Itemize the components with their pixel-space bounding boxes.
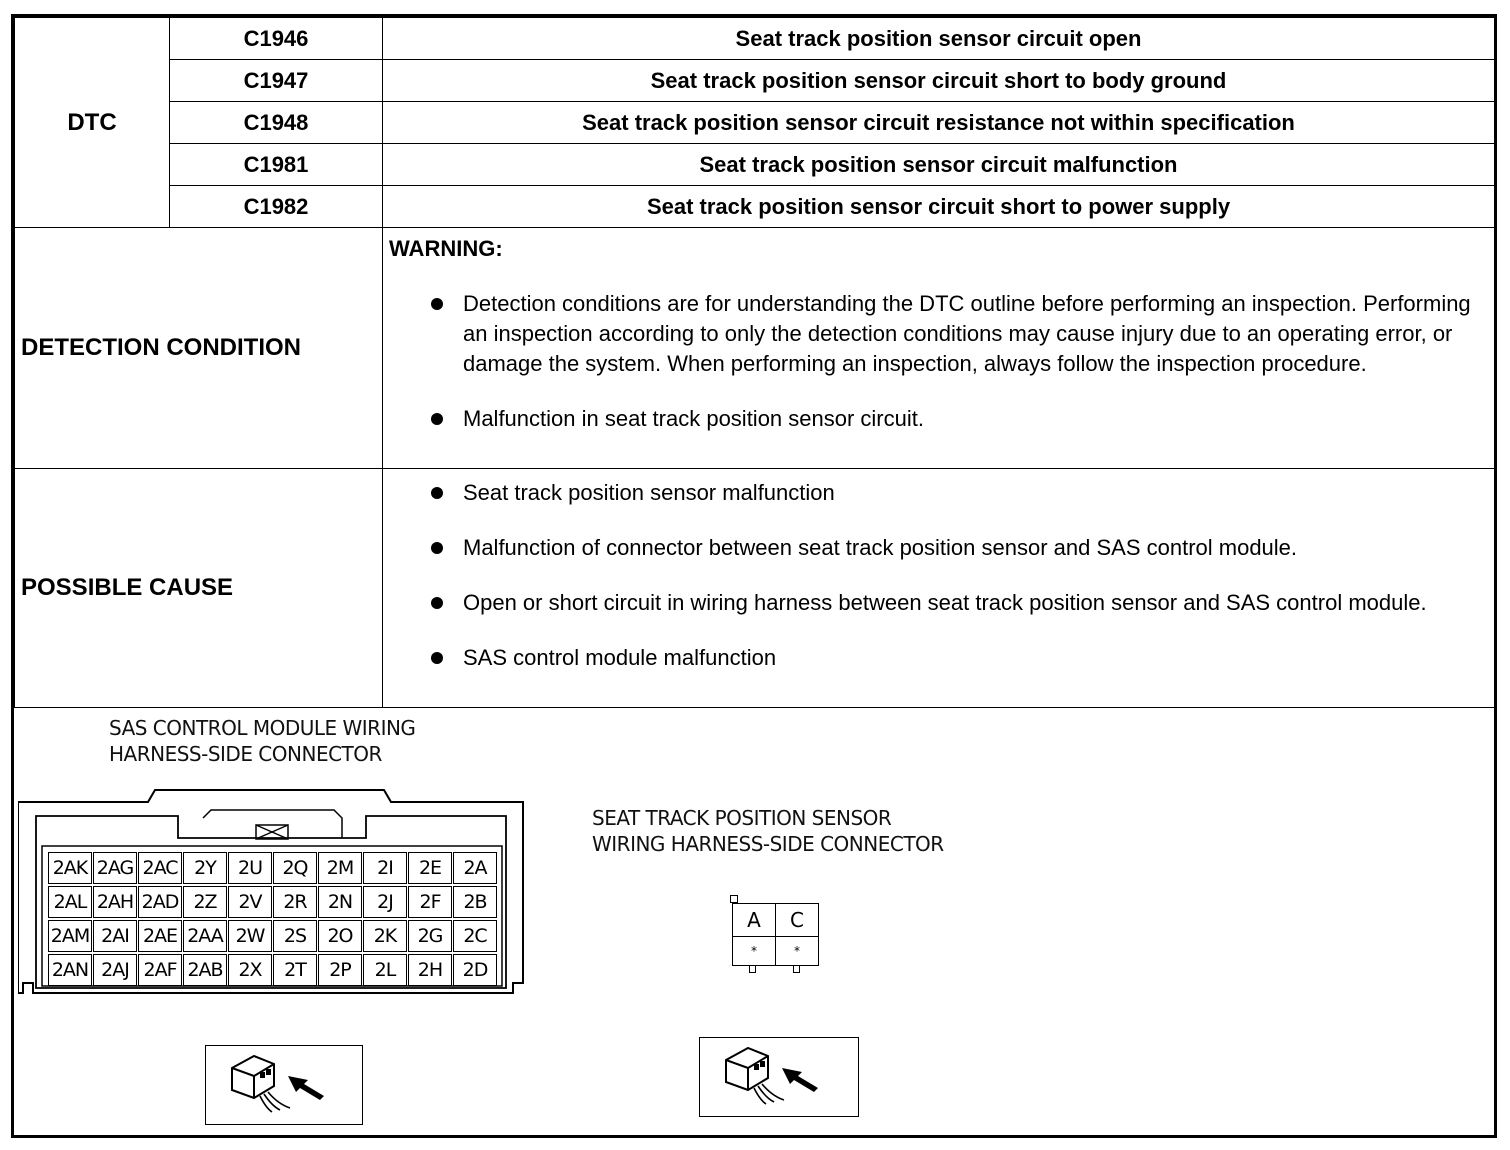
connector-pin: 2AM xyxy=(48,920,92,952)
detection-list xyxy=(383,289,1494,434)
connector-pin: 2Z xyxy=(183,886,227,918)
connector-pin: 2Y xyxy=(183,852,227,884)
detection-text: Malfunction in seat track position sensor circuit. xyxy=(463,406,924,431)
sensor-pin-mark: * xyxy=(732,936,776,966)
bullet-icon xyxy=(431,597,443,609)
dtc-code: C1981 xyxy=(170,144,383,186)
connector-pin: 2D xyxy=(453,954,497,986)
sensor-terminal xyxy=(749,965,756,973)
sensor-terminal xyxy=(793,965,800,973)
cause-text: Malfunction of connector between seat track position sensor and SAS control module. xyxy=(463,535,1298,560)
dtc-description: Seat track position sensor circuit resistance not within specification xyxy=(383,102,1495,144)
cause-text: Seat track position sensor malfunction xyxy=(463,480,835,505)
connector-pin: 2C xyxy=(453,920,497,952)
detection-text: Detection conditions are for understanding the DTC outline before performing an inspection. Performing an inspection according to only the detection conditions may cause injury due to an operating error, or damage the system. When performing an inspection, always follow the inspection procedure. xyxy=(463,291,1471,376)
bullet-icon xyxy=(431,487,443,499)
dtc-row xyxy=(15,18,1495,60)
dtc-description: Seat track position sensor circuit short to body ground xyxy=(383,60,1495,102)
possible-cause-label: POSSIBLE CAUSE xyxy=(15,469,383,708)
connector-pin: 2N xyxy=(318,886,362,918)
connector-pin: 2H xyxy=(408,954,452,986)
bullet-icon xyxy=(431,542,443,554)
connector-pin: 2S xyxy=(273,920,317,952)
connector-pin: 2T xyxy=(273,954,317,986)
connector-pin: 2E xyxy=(408,852,452,884)
warning-title: WARNING: xyxy=(389,236,503,261)
sensor-pin: A xyxy=(732,903,776,937)
connector-pin: 2AE xyxy=(138,920,182,952)
cause-text: Open or short circuit in wiring harness between seat track position sensor and SAS control module. xyxy=(463,590,1427,615)
detection-condition-label: DETECTION CONDITION xyxy=(15,228,383,469)
connector-arrow-icon xyxy=(700,1038,856,1114)
connector-pin: 2AF xyxy=(138,954,182,986)
connector-pin: 2G xyxy=(408,920,452,952)
detection-condition-content xyxy=(383,228,1495,469)
dtc-label: DTC xyxy=(15,18,170,228)
dtc-description: Seat track position sensor circuit open xyxy=(383,18,1495,60)
list-item xyxy=(383,404,1494,434)
connector-pin: 2AD xyxy=(138,886,182,918)
connector-pin: 2AI xyxy=(93,920,137,952)
dtc-row xyxy=(15,186,1495,228)
connector-pin: 2Q xyxy=(273,852,317,884)
connector-pin: 2U xyxy=(228,852,272,884)
connector-pin: 2L xyxy=(363,954,407,986)
harness-connector-view-icon xyxy=(699,1037,859,1117)
connector-pin: 2R xyxy=(273,886,317,918)
list-item xyxy=(383,478,1494,508)
caption-line: SEAT TRACK POSITION SENSOR xyxy=(592,806,892,830)
cause-list xyxy=(383,478,1494,673)
dtc-code: C1948 xyxy=(170,102,383,144)
list-item xyxy=(383,289,1494,379)
connector-pin: 2F xyxy=(408,886,452,918)
connector-pin: 2AH xyxy=(93,886,137,918)
sensor-connector-tab xyxy=(730,895,738,903)
bullet-icon xyxy=(431,652,443,664)
dtc-code: C1982 xyxy=(170,186,383,228)
connector-pin: 2AA xyxy=(183,920,227,952)
possible-cause-content xyxy=(383,469,1495,708)
sas-connector-caption xyxy=(109,715,415,767)
sensor-pin: C xyxy=(775,903,819,937)
connector-pin: 2B xyxy=(453,886,497,918)
connector-pin: 2AG xyxy=(93,852,137,884)
sensor-connector-caption xyxy=(592,805,944,857)
connector-pin: 2AJ xyxy=(93,954,137,986)
harness-connector-view-icon xyxy=(205,1045,363,1125)
bullet-icon xyxy=(431,298,443,310)
connector-pin: 2AK xyxy=(48,852,92,884)
dtc-row xyxy=(15,102,1495,144)
connector-pin: 2AL xyxy=(48,886,92,918)
connector-pin: 2AC xyxy=(138,852,182,884)
connector-pin: 2X xyxy=(228,954,272,986)
dtc-sheet xyxy=(11,14,1497,1138)
list-item xyxy=(383,643,1494,673)
bullet-icon xyxy=(431,413,443,425)
sensor-connector xyxy=(730,895,820,985)
connector-diagram xyxy=(14,709,1494,1135)
connector-pin: 2V xyxy=(228,886,272,918)
dtc-row xyxy=(15,60,1495,102)
connector-pin: 2I xyxy=(363,852,407,884)
connector-pin: 2W xyxy=(228,920,272,952)
connector-arrow-icon xyxy=(206,1046,360,1122)
dtc-description: Seat track position sensor circuit malfunction xyxy=(383,144,1495,186)
caption-line: WIRING HARNESS-SIDE CONNECTOR xyxy=(592,832,944,856)
connector-pin: 2AB xyxy=(183,954,227,986)
possible-cause-row xyxy=(15,469,1495,708)
connector-pin: 2O xyxy=(318,920,362,952)
caption-line: SAS CONTROL MODULE WIRING xyxy=(109,716,416,740)
connector-pin: 2AN xyxy=(48,954,92,986)
list-item xyxy=(383,533,1494,563)
sensor-pin-mark: * xyxy=(775,936,819,966)
list-item xyxy=(383,588,1494,618)
dtc-description: Seat track position sensor circuit short to power supply xyxy=(383,186,1495,228)
dtc-row xyxy=(15,144,1495,186)
connector-pin: 2P xyxy=(318,954,362,986)
connector-pin: 2M xyxy=(318,852,362,884)
detection-row xyxy=(15,228,1495,469)
dtc-code: C1947 xyxy=(170,60,383,102)
cause-text: SAS control module malfunction xyxy=(463,645,777,670)
connector-pin: 2K xyxy=(363,920,407,952)
caption-line: HARNESS-SIDE CONNECTOR xyxy=(109,742,382,766)
dtc-code: C1946 xyxy=(170,18,383,60)
connector-pin: 2A xyxy=(453,852,497,884)
dtc-table xyxy=(14,17,1495,708)
connector-pin: 2J xyxy=(363,886,407,918)
